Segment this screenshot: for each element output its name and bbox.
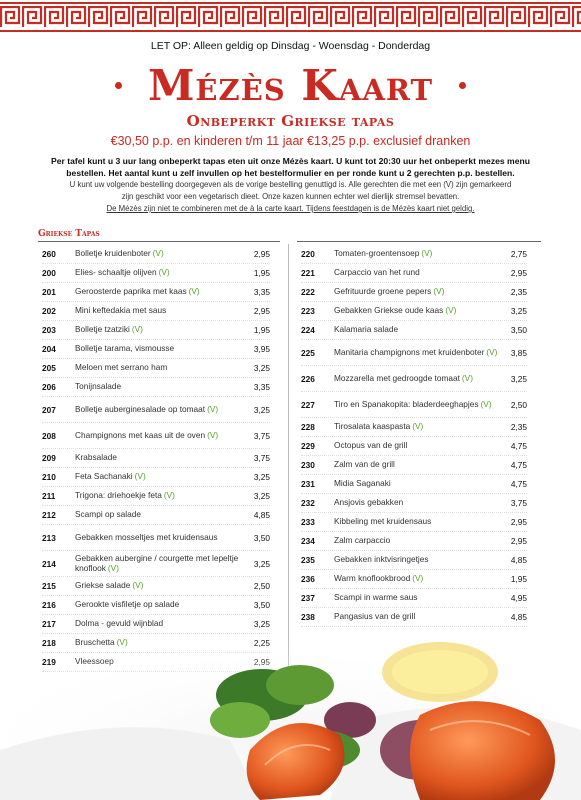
vegetarian-mark: (V) <box>131 324 143 335</box>
menu-item <box>42 245 270 264</box>
menu-item-price: 3,85 <box>510 347 527 358</box>
menu-item-number: 237 <box>301 593 315 603</box>
section-rule <box>297 241 541 242</box>
vegetarian-mark: (V) <box>207 429 219 440</box>
menu-item-number: 227 <box>301 399 315 410</box>
menu-item-label: Midia Saganaki <box>334 478 391 489</box>
menu-item-label: Elies- schaaltje olijven <box>75 267 157 278</box>
menu-item-label: Champignons met kaas uit de oven <box>75 429 206 440</box>
menu-item-number: 207 <box>42 404 56 415</box>
menu-item-price: 2,50 <box>253 581 270 591</box>
menu-item-name <box>334 325 505 335</box>
menu-item-name <box>75 306 248 316</box>
menu-item-price: 2,35 <box>510 422 527 432</box>
vegetarian-mark: (V) <box>132 580 144 591</box>
menu-item-name <box>334 348 505 358</box>
menu-item-number: 201 <box>42 287 56 297</box>
menu-item-number: 232 <box>301 498 315 508</box>
menu-item <box>301 245 527 264</box>
menu-item-number: 222 <box>301 287 315 297</box>
menu-item-name <box>75 405 248 415</box>
menu-item-price: 1,95 <box>253 268 270 278</box>
menu-item <box>42 551 270 577</box>
menu-item <box>301 532 527 551</box>
menu-item <box>301 264 527 283</box>
menu-item-name <box>334 555 505 565</box>
menu-item-number: 225 <box>301 347 315 358</box>
menu-item-name <box>75 510 248 520</box>
menu-item-price: 3,25 <box>510 373 527 384</box>
menu-item-number: 220 <box>301 249 315 259</box>
vegetarian-mark: (V) <box>421 248 433 259</box>
vegetarian-mark: (V) <box>207 403 219 414</box>
menu-item-price: 4,75 <box>510 479 527 489</box>
menu-item-number: 235 <box>301 555 315 565</box>
menu-item-name <box>75 344 248 354</box>
menu-item-label: Dolma - gevuld wijnblad <box>75 618 164 629</box>
menu-item-number: 260 <box>42 249 56 259</box>
menu-item-label: Tonijnsalade <box>75 381 122 392</box>
vegetarian-mark: (V) <box>433 286 445 297</box>
vegetarian-mark: (V) <box>412 573 424 584</box>
menu-item-number: 204 <box>42 344 56 354</box>
menu-item-name <box>334 517 505 527</box>
menu-item-label: Bolletje kruidenboter <box>75 248 151 259</box>
intro-line: bestellen. Het aantal kunt u zelf invullen op het bestelformulier en per ronde kunt u 2 gerechten p.p. bestellen. <box>66 167 515 178</box>
menu-item-number: 208 <box>42 430 56 441</box>
menu-item-name <box>334 422 505 432</box>
menu-item-price: 2,75 <box>510 249 527 259</box>
menu-item-name <box>75 363 248 373</box>
vegetarian-mark: (V) <box>188 286 200 297</box>
section-title: Griekse Tapas <box>38 229 100 239</box>
menu-item-name <box>75 472 248 482</box>
menu-item-label: Octopus van de grill <box>334 440 408 451</box>
page-subtitle: Onbeperkt Griekse tapas <box>186 112 395 130</box>
food-photo <box>0 600 581 800</box>
menu-item <box>42 340 270 359</box>
menu-item-price: 2,95 <box>510 517 527 527</box>
vegetarian-mark: (V) <box>134 471 146 482</box>
menu-item-label: Ansjovis gebakken <box>334 497 404 508</box>
menu-item-name <box>334 479 505 489</box>
menu-item-number: 238 <box>301 612 315 622</box>
menu-item-name <box>334 574 505 584</box>
price-line: €30,50 p.p. en kinderen t/m 11 jaar €13,25 p.p. exclusief dranken <box>110 134 471 148</box>
menu-item-price: 2,95 <box>510 268 527 278</box>
vegetarian-mark: (V) <box>163 490 175 501</box>
menu-item-number: 209 <box>42 453 56 463</box>
menu-item-price: 2,35 <box>510 287 527 297</box>
menu-item <box>42 397 270 423</box>
menu-item-number: 223 <box>301 306 315 316</box>
menu-item <box>42 525 270 551</box>
menu-item-number: 206 <box>42 382 56 392</box>
menu-item-number: 205 <box>42 363 56 373</box>
menu-item-number: 233 <box>301 517 315 527</box>
menu-item-name <box>334 287 505 297</box>
menu-item-number: 226 <box>301 373 315 384</box>
menu-item-label: Gebakken aubergine / courgette met lepeltje knoflook <box>75 553 239 573</box>
vegetarian-mark: (V) <box>461 372 473 383</box>
menu-column-right <box>301 245 527 627</box>
menu-item-price: 3,35 <box>253 382 270 392</box>
menu-item-number: 217 <box>42 619 56 629</box>
menu-item-price: 4,75 <box>510 441 527 451</box>
menu-item-label: Gerookte visfiletje op salade <box>75 599 180 610</box>
menu-item-name <box>334 498 505 508</box>
menu-item-number: 212 <box>42 510 56 520</box>
section-rule <box>38 241 280 242</box>
menu-item-price: 3,25 <box>253 363 270 373</box>
menu-item-number: 236 <box>301 574 315 584</box>
menu-item-label: Tomaten-groentensoep <box>334 248 420 259</box>
menu-item-price: 2,50 <box>510 399 527 410</box>
vegetarian-mark: (V) <box>107 562 119 573</box>
menu-item-price: 3,50 <box>253 532 270 543</box>
validity-notice: LET OP: Alleen geldig op Dinsdag - Woensdag - Donderdag <box>150 40 431 52</box>
menu-item-label: Zalm van de grill <box>334 459 395 470</box>
menu-item-price: 2,95 <box>510 536 527 546</box>
menu-item-name <box>334 249 505 259</box>
menu-item <box>301 570 527 589</box>
menu-item-name <box>334 374 505 384</box>
menu-item-label: Scampi in warme saus <box>334 592 418 603</box>
menu-item-label: Gebakken Griekse oude kaas <box>334 305 444 316</box>
vegetarian-mark: (V) <box>152 248 164 259</box>
menu-item-label: Carpaccio van het rund <box>334 267 420 278</box>
menu-item-price: 3,25 <box>253 404 270 415</box>
menu-item-number: 214 <box>42 558 56 569</box>
menu-item-number: 210 <box>42 472 56 482</box>
menu-item <box>42 506 270 525</box>
menu-item-number: 202 <box>42 306 56 316</box>
menu-item-name <box>75 249 248 259</box>
menu-item-label: Geroosterde paprika met kaas <box>75 286 187 297</box>
greek-meander-border <box>0 0 581 34</box>
menu-item-number: 200 <box>42 268 56 278</box>
menu-item <box>301 437 527 456</box>
menu-item-number: 228 <box>301 422 315 432</box>
menu-item-price: 3,35 <box>253 287 270 297</box>
menu-item-price: 3,25 <box>510 306 527 316</box>
menu-item-number: 203 <box>42 325 56 335</box>
intro-line: U kunt uw volgende bestelling doorgegeven als de vorige bestelling genuttigd is. Alle gerechten die met een (V) zijn gemarkeerd <box>69 180 512 189</box>
menu-item-price: 3,75 <box>253 453 270 463</box>
menu-item-price: 3,50 <box>510 325 527 335</box>
menu-item-price: 3,25 <box>253 491 270 501</box>
menu-item <box>301 418 527 437</box>
menu-item-number: 216 <box>42 600 56 610</box>
menu-item-name <box>75 581 248 591</box>
menu-item <box>42 359 270 378</box>
menu-item <box>42 577 270 596</box>
menu-item <box>42 423 270 449</box>
menu-item <box>301 392 527 418</box>
menu-item-price: 3,75 <box>253 430 270 441</box>
menu-item-price: 2,95 <box>253 306 270 316</box>
menu-item-number: 229 <box>301 441 315 451</box>
menu-item <box>301 513 527 532</box>
title-dot-right <box>459 82 466 89</box>
intro-text <box>30 156 551 215</box>
menu-item-name <box>75 554 248 573</box>
menu-item-price: 3,75 <box>510 498 527 508</box>
menu-item-price: 3,95 <box>253 344 270 354</box>
menu-item <box>301 340 527 366</box>
menu-item-label: Bolletje auberginesalade op tomaat <box>75 403 206 414</box>
menu-item-label: Krabsalade <box>75 452 117 463</box>
menu-item <box>301 551 527 570</box>
menu-item-name <box>334 268 505 278</box>
title-row <box>0 58 581 112</box>
menu-item-label: Zalm carpaccio <box>334 535 391 546</box>
menu-item-name <box>75 382 248 392</box>
menu-item-number: 211 <box>42 491 56 501</box>
menu-item-name <box>75 533 248 543</box>
menu-item <box>301 494 527 513</box>
menu-item-name <box>75 491 248 501</box>
menu-item-price: 3,25 <box>253 558 270 569</box>
menu-item-price: 2,95 <box>253 249 270 259</box>
menu-item <box>301 456 527 475</box>
vegetarian-mark: (V) <box>412 421 424 432</box>
menu-item-number: 231 <box>301 479 315 489</box>
menu-item <box>42 378 270 397</box>
menu-item <box>301 475 527 494</box>
menu-item-name <box>334 460 505 470</box>
menu-item-label: Bolletje tzatziki <box>75 324 130 335</box>
menu-item-number: 213 <box>42 532 56 543</box>
menu-item-name <box>334 536 505 546</box>
menu-item <box>42 449 270 468</box>
menu-item <box>301 283 527 302</box>
vegetarian-mark: (V) <box>480 398 492 409</box>
menu-item-label: Warm knoflookbrood <box>334 573 411 584</box>
menu-item-name <box>334 400 505 410</box>
menu-item-label: Tiro en Spanakopita: bladerdeeghapjes <box>334 398 479 409</box>
menu-item-name <box>75 268 248 278</box>
intro-line: De Mézès zijn niet te combineren met de à la carte kaart. Tijdens feestdagen is de Mézès kaart niet geldig. <box>106 204 475 213</box>
menu-item-label: Kalamaria salade <box>334 324 399 335</box>
menu-item <box>42 321 270 340</box>
menu-item-price: 4,85 <box>510 555 527 565</box>
menu-item <box>301 366 527 392</box>
menu-item-label: Trigona: driehoekje feta <box>75 490 162 501</box>
menu-item-label: Griekse salade <box>75 580 131 591</box>
menu-item-name <box>75 431 248 441</box>
menu-item-price: 4,75 <box>510 460 527 470</box>
menu-item-label: Mozzarella met gedroogde tomaat <box>334 372 460 383</box>
menu-item-price: 3,50 <box>253 600 270 610</box>
menu-item-label: Scampi op salade <box>75 509 141 520</box>
menu-item <box>42 487 270 506</box>
menu-item-label: Meloen met serrano ham <box>75 362 168 373</box>
menu-item <box>301 302 527 321</box>
page-title: Mézès Kaart <box>147 60 434 110</box>
title-dot-left <box>115 82 122 89</box>
menu-item-number: 215 <box>42 581 56 591</box>
menu-item <box>42 468 270 487</box>
vegetarian-mark: (V) <box>486 346 498 357</box>
menu-item-label: Bolletje tarama, vismousse <box>75 343 175 354</box>
menu-item-label: Pangasius van de grill <box>334 611 416 622</box>
menu-item-price: 1,95 <box>510 574 527 584</box>
menu-item-label: Mini keftedakia met saus <box>75 305 167 316</box>
menu-item-label: Tirosalata kaaspasta <box>334 421 411 432</box>
menu-item-number: 224 <box>301 325 315 335</box>
menu-item-number: 221 <box>301 268 315 278</box>
menu-item-label: Feta Sachanaki <box>75 471 133 482</box>
menu-item-price: 3,25 <box>253 619 270 629</box>
menu-item-price: 3,25 <box>253 472 270 482</box>
menu-item-name <box>75 325 248 335</box>
menu-item-number: 234 <box>301 536 315 546</box>
menu-item-name <box>75 287 248 297</box>
menu-item-name <box>334 441 505 451</box>
menu-item-label: Kibbeling met kruidensaus <box>334 516 432 527</box>
menu-item-label: Gefrituurde groene pepers <box>334 286 432 297</box>
menu-item <box>42 283 270 302</box>
menu-item-name <box>334 306 505 316</box>
menu-item-name <box>75 453 248 463</box>
menu-item <box>42 302 270 321</box>
vegetarian-mark: (V) <box>158 267 170 278</box>
menu-item-price: 4,85 <box>253 510 270 520</box>
intro-line: zijn geschikt voor een vegetarisch dieet. Onze kazen kunnen echter wel dierlijk stremsel bevatten. <box>121 191 460 201</box>
menu-item-number: 230 <box>301 460 315 470</box>
vegetarian-mark: (V) <box>445 305 457 316</box>
intro-line: Per tafel kunt u 3 uur lang onbeperkt tapas eten uit onze Mézès kaart. U kunt tot 20:30 uur het onbeperkt mezes menu <box>51 156 530 166</box>
menu-item-price: 4,85 <box>510 612 527 622</box>
menu-item-label: Gebakken mosseltjes met kruidensaus <box>75 531 218 542</box>
menu-item <box>42 264 270 283</box>
menu-item-label: Manitaria champignons met kruidenboter <box>334 346 485 357</box>
menu-item <box>301 321 527 340</box>
menu-item-label: Gebakken inktvisringetjes <box>334 554 429 565</box>
menu-item-price: 1,95 <box>253 325 270 335</box>
menu-item-price: 4,95 <box>510 593 527 603</box>
